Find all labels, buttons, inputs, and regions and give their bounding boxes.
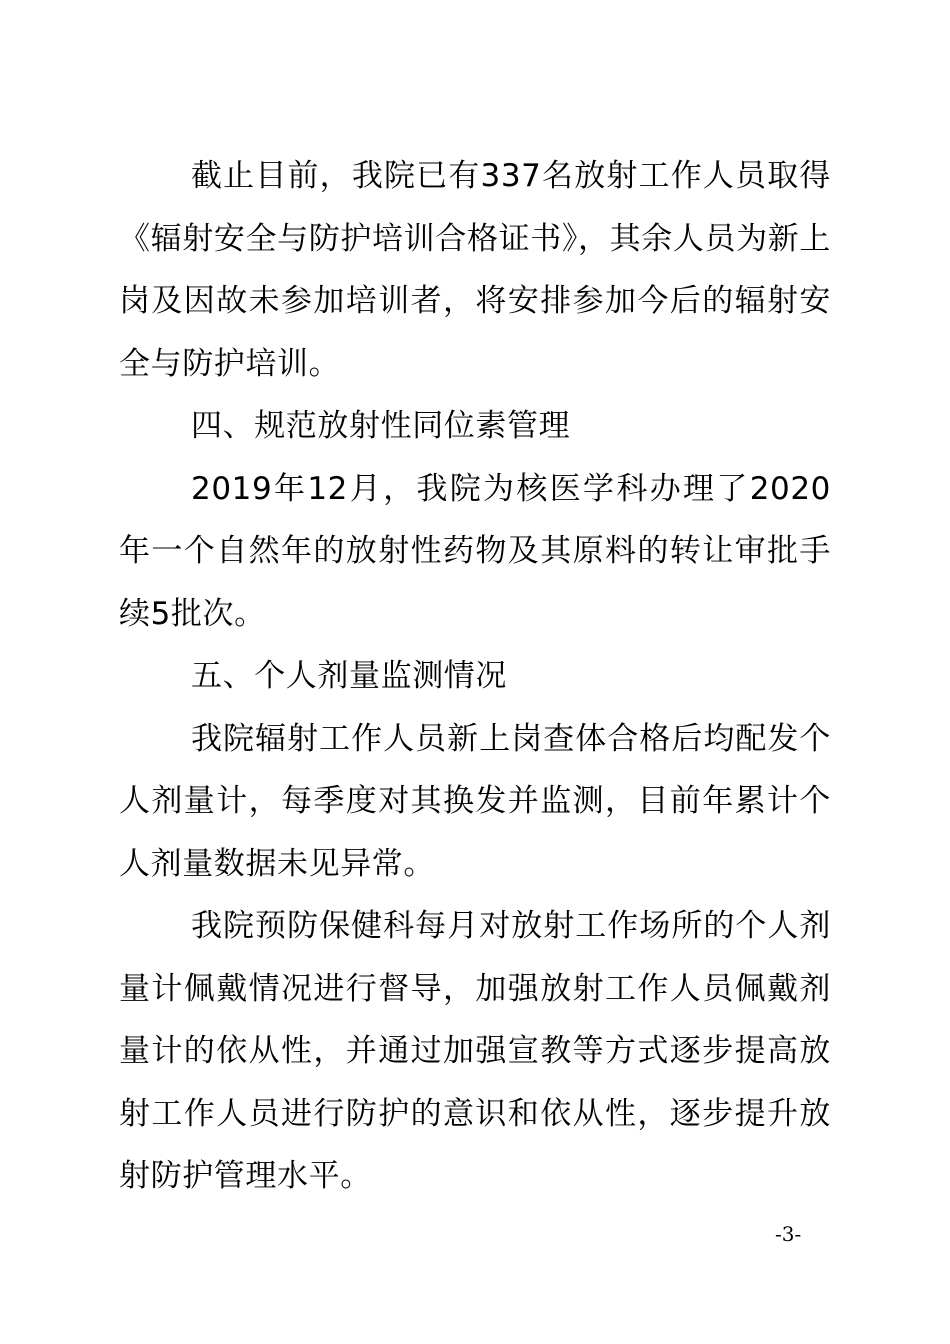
paragraph-dosimeter-supervision: 我院预防保健科每月对放射工作场所的个人剂量计佩戴情况进行督导，加强放射工作人员佩戴剂量计的依从性，并通过加强宣教等方式逐步提高放射工作人员进行防护的意识和依从性，逐步提升放射防护管理水平。	[119, 908, 831, 1194]
document-body	[119, 145, 831, 1208]
paragraph-isotope-transfer: 2019年12月，我院为核医学科办理了2020年一个自然年的放射性药物及其原料的转让审批手续5批次。	[119, 470, 831, 632]
section-heading-isotope-management: 四、规范放射性同位素管理	[191, 408, 571, 444]
paragraph-dosimeter-issue: 我院辐射工作人员新上岗查体合格后均配发个人剂量计，每季度对其换发并监测，目前年累计个人剂量数据未见异常。	[119, 720, 831, 882]
page-number: -3-	[775, 1222, 802, 1246]
section-heading-dose-monitoring: 五、个人剂量监测情况	[191, 658, 507, 694]
paragraph-training-certificates: 截止目前，我院已有337名放射工作人员取得《辐射安全与防护培训合格证书》，其余人员为新上岗及因故未参加培训者，将安排参加今后的辐射安全与防护培训。	[119, 158, 831, 382]
